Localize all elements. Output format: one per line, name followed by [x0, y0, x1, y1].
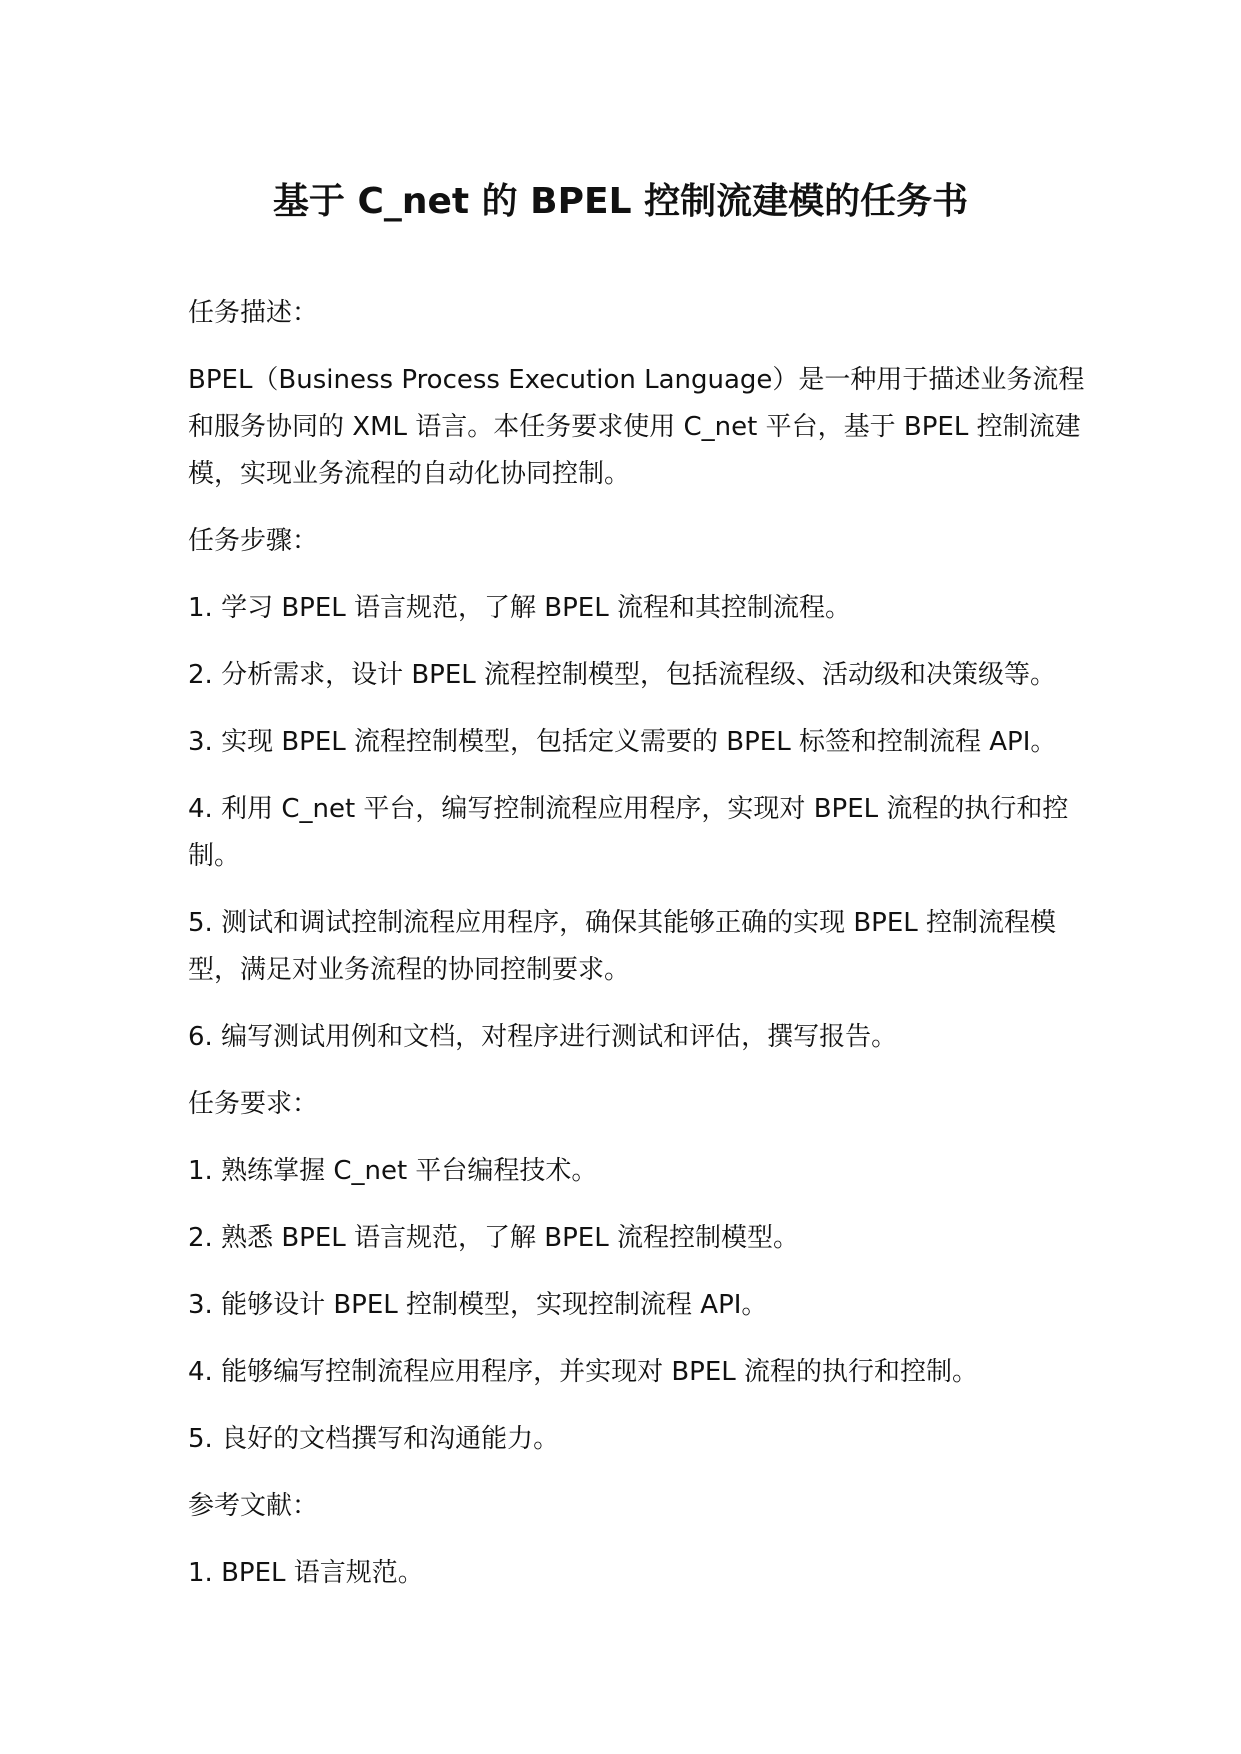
step-item: 5. 测试和调试控制流程应用程序，确保其能够正确的实现 BPEL 控制流程模型，满足对业务流程的协同控制要求。	[188, 908, 1057, 985]
step-item: 4. 利用 C_net 平台，编写控制流程应用程序，实现对 BPEL 流程的执行和控制。	[188, 794, 1069, 871]
section-heading-references: 参考文献：	[188, 1491, 319, 1521]
requirement-item: 5. 良好的文档撰写和沟通能力。	[188, 1424, 560, 1454]
section-heading-steps: 任务步骤：	[188, 526, 319, 556]
document-body	[188, 290, 1088, 1617]
section-heading-description: 任务描述：	[188, 298, 319, 328]
description-paragraph: BPEL（Business Process Execution Language）是一种用于描述业务流程和服务协同的 XML 语言。本任务要求使用 C_net 平台，基于 BPEL 控制流建模，实现业务流程的自动化协同控制。	[188, 365, 1085, 489]
section-heading-requirements: 任务要求：	[188, 1089, 319, 1119]
step-item: 3. 实现 BPEL 流程控制模型，包括定义需要的 BPEL 标签和控制流程 API。	[188, 727, 1057, 757]
requirement-item: 2. 熟悉 BPEL 语言规范，了解 BPEL 流程控制模型。	[188, 1223, 799, 1253]
requirement-item: 3. 能够设计 BPEL 控制模型，实现控制流程 API。	[188, 1290, 768, 1320]
step-item: 6. 编写测试用例和文档，对程序进行测试和评估，撰写报告。	[188, 1022, 898, 1052]
document-title: 基于 C_net 的 BPEL 控制流建模的任务书	[272, 181, 969, 222]
requirement-item: 1. 熟练掌握 C_net 平台编程技术。	[188, 1156, 598, 1186]
requirement-item: 4. 能够编写控制流程应用程序，并实现对 BPEL 流程的执行和控制。	[188, 1357, 979, 1387]
reference-item: 1. BPEL 语言规范。	[188, 1558, 424, 1588]
step-item: 2. 分析需求，设计 BPEL 流程控制模型，包括流程级、活动级和决策级等。	[188, 660, 1057, 690]
step-item: 1. 学习 BPEL 语言规范，了解 BPEL 流程和其控制流程。	[188, 593, 851, 623]
